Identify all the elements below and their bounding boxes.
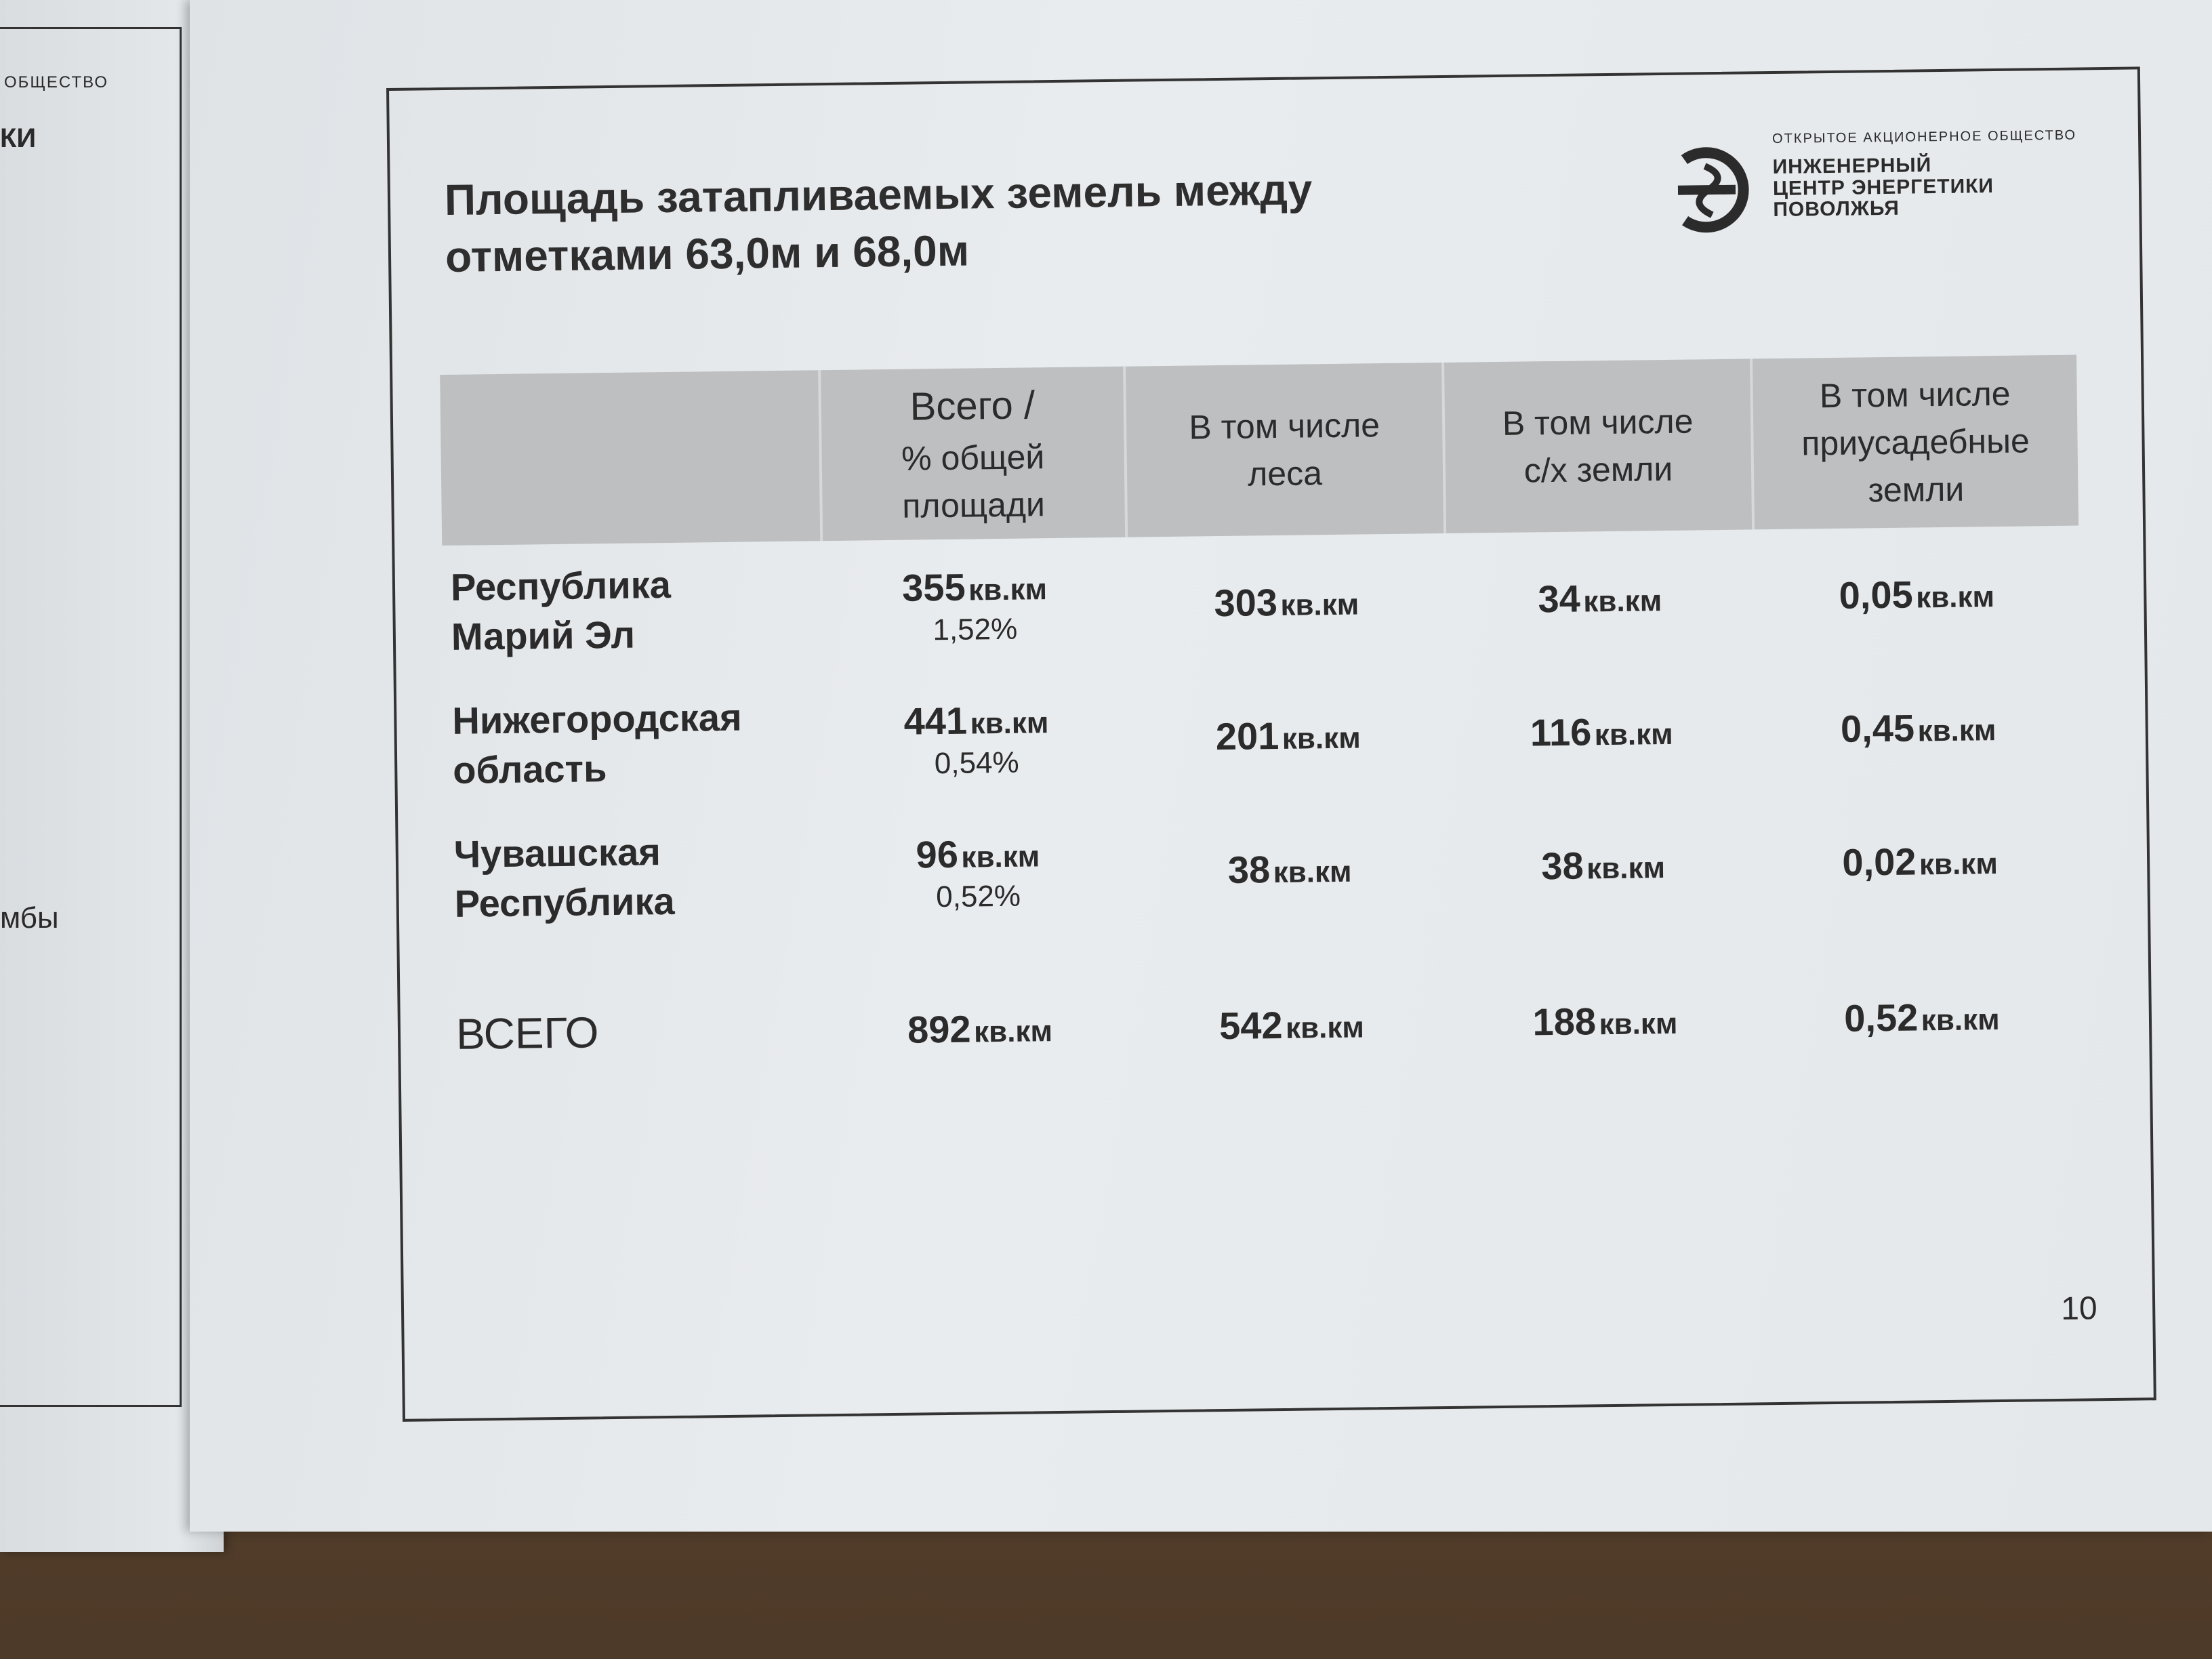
- region-cell: [445, 808, 826, 946]
- total-label: ВСЕГО: [455, 1008, 599, 1059]
- total-cell: [823, 671, 1130, 808]
- agri-value: 188: [1532, 999, 1597, 1043]
- header-total-line-2: % общей: [901, 437, 1045, 478]
- left-page-text-2: КИ: [0, 123, 37, 153]
- forest-value: 542: [1218, 1003, 1283, 1047]
- header-forest: [1124, 363, 1445, 537]
- total-value: 96: [916, 832, 959, 876]
- agri-cell: [1447, 663, 1757, 800]
- percent-value: 0,52%: [935, 879, 1021, 914]
- total-cell: [825, 804, 1131, 941]
- left-page-text-3: мбы: [0, 901, 59, 935]
- title-line-2: отметками 63,0м и 68,0м: [445, 226, 970, 282]
- forest-cell: [1126, 533, 1446, 671]
- region-line-2: Республика: [454, 879, 675, 925]
- region-cell: [444, 674, 825, 813]
- energy-e-logo-icon: [1657, 138, 1760, 241]
- agri-cell: [1450, 930, 1760, 1111]
- household-cell: [1755, 659, 2082, 797]
- header-agri-line-1: В том числе: [1502, 402, 1694, 443]
- table-row: [442, 526, 2080, 679]
- title-line-1: Площадь затапливаемых земель между: [444, 165, 1313, 224]
- header-total-line-1: Всего /: [909, 383, 1036, 429]
- forest-cell: [1128, 667, 1448, 804]
- slide-title: [445, 158, 1530, 285]
- forest-cell: [1130, 800, 1450, 938]
- table-header-row: [440, 355, 2078, 546]
- percent-value: 0,54%: [934, 745, 1019, 781]
- agri-value: 34: [1538, 577, 1581, 621]
- header-forest-line-2: леса: [1247, 454, 1323, 493]
- household-value: 0,05: [1839, 573, 1914, 617]
- total-value: 892: [907, 1007, 971, 1051]
- header-agri: [1443, 359, 1753, 533]
- logo-line-2: ЦЕНТР ЭНЕРГЕТИКИ: [1772, 174, 1994, 200]
- header-empty: [440, 370, 821, 546]
- unit-label: кв.км: [1915, 580, 1995, 615]
- slide-frame: [386, 66, 2156, 1421]
- household-cell: [1753, 526, 2080, 663]
- unit-label: кв.км: [1583, 584, 1662, 619]
- header-total: [819, 367, 1126, 541]
- agri-value: 38: [1540, 844, 1584, 888]
- left-page-text-1: ОБЩЕСТВО: [4, 73, 108, 91]
- agri-value: 116: [1530, 710, 1592, 754]
- company-logo: [1657, 127, 2106, 248]
- region-line-1: Нижегородская: [452, 695, 743, 742]
- header-household-line-3: земли: [1868, 470, 1965, 510]
- logo-line-1: ИНЖЕНЕРНЫЙ: [1772, 154, 1932, 179]
- logo-text: [1772, 128, 2078, 221]
- unit-label: кв.км: [961, 840, 1040, 874]
- total-value: 441: [903, 699, 968, 743]
- unit-label: кв.км: [973, 1014, 1053, 1049]
- unit-label: кв.км: [1282, 721, 1361, 756]
- region-line-1: Республика: [450, 562, 672, 609]
- header-total-line-3: площади: [901, 485, 1046, 525]
- header-household-line-2: приусадебные: [1801, 422, 2030, 463]
- table-row: [445, 793, 2083, 946]
- logo-line-3: ПОВОЛЖЬЯ: [1773, 197, 1900, 222]
- forest-value: 38: [1227, 848, 1271, 891]
- header-forest-line-1: В том числе: [1189, 406, 1380, 447]
- header-household-line-1: В том числе: [1819, 374, 2011, 415]
- unit-label: кв.км: [1273, 855, 1352, 890]
- forest-value: 201: [1215, 714, 1279, 758]
- household-cell: [1758, 926, 2085, 1107]
- header-household: [1751, 355, 2078, 530]
- unit-label: кв.км: [1917, 714, 1996, 748]
- main-page: [190, 0, 2212, 1532]
- agri-cell: [1448, 796, 1758, 934]
- household-value: 0,52: [1843, 995, 1919, 1040]
- region-line-2: Марий Эл: [451, 613, 636, 658]
- total-cell: [821, 537, 1128, 674]
- household-value: 0,45: [1840, 706, 1915, 750]
- total-value: 355: [901, 565, 966, 609]
- total-cell: [826, 938, 1133, 1119]
- unit-label: кв.км: [968, 573, 1048, 607]
- forest-value: 303: [1214, 580, 1278, 625]
- percent-value: 1,52%: [933, 612, 1018, 647]
- flooded-land-table: [440, 355, 2085, 1124]
- unit-label: кв.км: [1586, 851, 1666, 886]
- logo-subtitle: ОТКРЫТОЕ АКЦИОНЕРНОЕ ОБЩЕСТВО: [1771, 127, 2077, 147]
- left-page-frame: [0, 27, 182, 1407]
- table-row: [444, 659, 2082, 813]
- household-value: 0,02: [1842, 840, 1917, 884]
- unit-label: кв.км: [1921, 1002, 2000, 1037]
- unit-label: кв.км: [970, 706, 1049, 741]
- region-line-1: Чувашская: [453, 830, 661, 876]
- forest-cell: [1131, 934, 1452, 1115]
- agri-cell: [1445, 529, 1755, 667]
- region-cell: [442, 541, 823, 679]
- region-line-2: область: [452, 746, 607, 792]
- header-agri-line-2: с/х земли: [1523, 449, 1673, 490]
- page-number: 10: [2060, 1290, 2097, 1327]
- unit-label: кв.км: [1280, 588, 1359, 622]
- table-total-row: [447, 926, 2085, 1123]
- unit-label: кв.км: [1285, 1010, 1365, 1045]
- household-cell: [1757, 793, 2083, 930]
- unit-label: кв.км: [1919, 847, 1999, 882]
- unit-label: кв.км: [1599, 1006, 1678, 1041]
- unit-label: кв.км: [1594, 717, 1673, 752]
